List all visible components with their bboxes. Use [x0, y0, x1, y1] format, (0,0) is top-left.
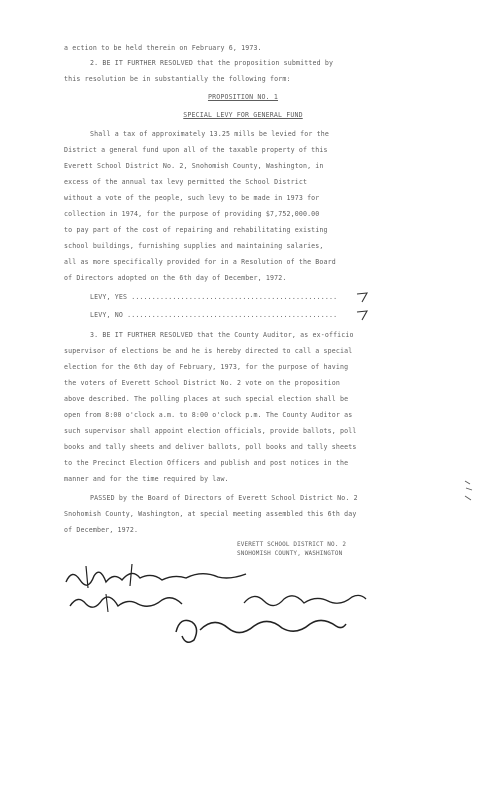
body-text-line: school buildings, furnishing supplies and maintaining salaries,: [64, 242, 324, 250]
body-text-line: all as more specifically provided for in a Resolution of the Board: [64, 258, 336, 266]
body-text-line: Shall a tax of approximately 13.25 mills be levied for the: [90, 130, 329, 138]
body-text-line: a ection to be held therein on February 6, 1973.: [64, 44, 262, 52]
body-text-line: this resolution be in substantially the following form:: [64, 75, 291, 83]
body-text-line: the voters of Everett School District No. 2 vote on the proposition: [64, 379, 341, 387]
signature-4: [170, 608, 350, 648]
body-text-line: supervisor of elections be and he is hereby directed to call a special: [64, 347, 353, 355]
body-text-line: without a vote of the people, such levy to be made in 1973 for: [64, 194, 320, 202]
district-county: SNOHOMISH COUNTY, WASHINGTON: [237, 550, 343, 557]
body-text-line: to pay part of the cost of repairing and rehabilitating existing: [64, 226, 328, 234]
body-text-line: Everett School District No. 2, Snohomish County, Washington, in: [64, 162, 324, 170]
body-text-line: excess of the annual tax levy permitted the School District: [64, 178, 308, 186]
body-text-line: above described. The polling places at such special election shall be: [64, 395, 349, 403]
levy-yes-mark: [355, 290, 369, 304]
levy-no-line: LEVY, NO ...................................................: [90, 311, 338, 319]
body-text-line: books and tally sheets and deliver ballots, poll books and tally sheets: [64, 443, 357, 451]
body-text-line: 3. BE IT FURTHER RESOLVED that the County Auditor, as ex-officio: [90, 331, 354, 339]
body-text-line: Snohomish County, Washington, at special meeting assembled this 6th day: [64, 510, 357, 518]
body-text-line: to the Precinct Election Officers and publish and post notices in the: [64, 459, 349, 467]
body-text-line: election for the 6th day of February, 1973, for the purpose of having: [64, 363, 349, 371]
body-text-line: open from 8:00 o'clock a.m. to 8:00 o'clock p.m. The County Auditor as: [64, 411, 353, 419]
district-name: EVERETT SCHOOL DISTRICT NO. 2: [237, 541, 347, 548]
body-text-line: collection in 1974, for the purpose of providing $7,752,000.00: [64, 210, 320, 218]
levy-no-mark: [355, 308, 369, 322]
body-text-line: manner and for the time required by law.: [64, 475, 229, 483]
body-text-line: of December, 1972.: [64, 526, 139, 534]
signature-2: [66, 588, 186, 616]
body-text-line: District a general fund upon all of the taxable property of this: [64, 146, 328, 154]
body-text-line: of Directors adopted on the 6th day of December, 1972.: [64, 274, 287, 282]
body-text-line: PASSED by the Board of Directors of Everett School District No. 2: [90, 494, 358, 502]
levy-yes-line: LEVY, YES ..................................................: [90, 293, 338, 301]
body-text-line: such supervisor shall appoint election officials, provide ballots, poll: [64, 427, 357, 435]
body-text-line: 2. BE IT FURTHER RESOLVED that the proposition submitted by: [90, 59, 334, 67]
margin-mark: [462, 478, 476, 504]
proposition-subheading: SPECIAL LEVY FOR GENERAL FUND: [183, 111, 303, 119]
proposition-heading: PROPOSITION NO. 1: [207, 93, 279, 101]
